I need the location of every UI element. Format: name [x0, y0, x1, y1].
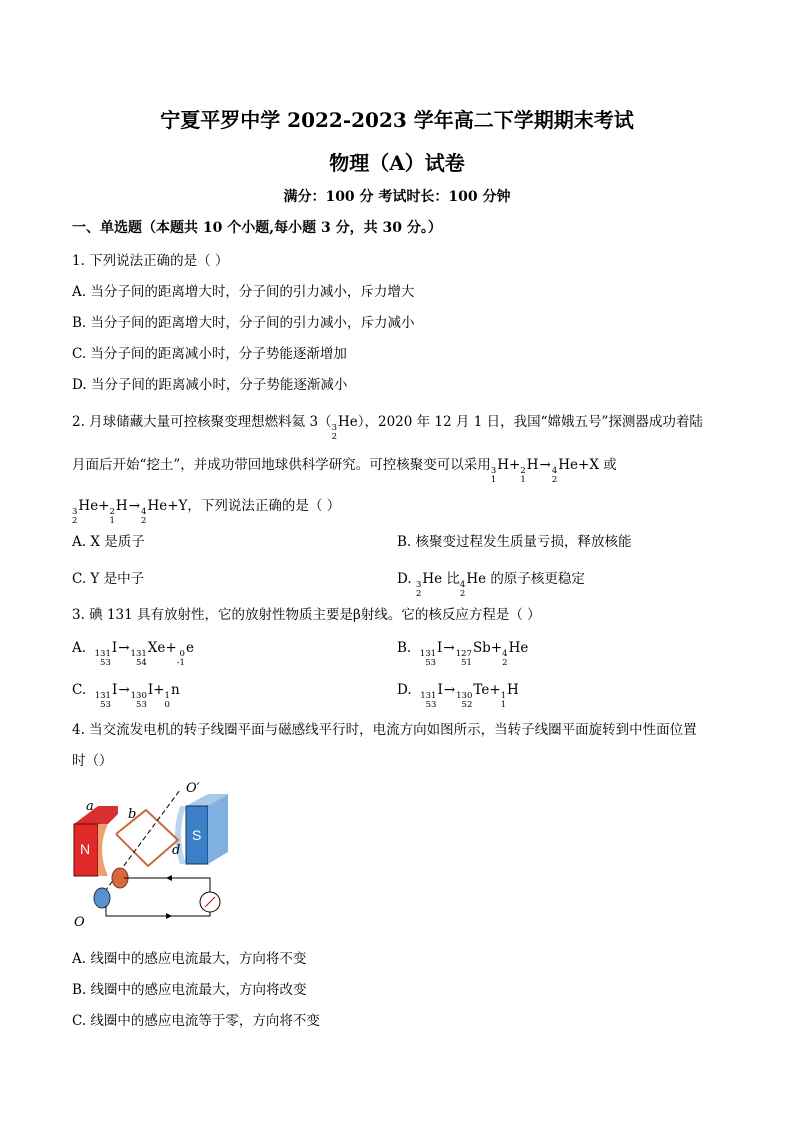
s-label: S: [192, 827, 202, 843]
q4-line1: 4. 当交流发电机的转子线圈平面与磁感线平行时，电流方向如图所示，当转子线圈平面旋转到中性面位置: [72, 722, 697, 738]
q2-line2: 月面后开始“挖土”，并成功带回地球供科学研究。可控核聚变可以采用 3 1 H+ 2 1 H→ 4 2 He+X 或: [72, 457, 617, 485]
q3-option-c: C. 131 53 I→ 130 53 I+ 1 0 n: [72, 682, 180, 710]
current-arrow-top: [166, 875, 172, 881]
q2-option-d: D. 3 2 He 比 4 2 He 的原子核更稳定: [397, 571, 585, 599]
label-o: O: [74, 915, 85, 930]
n-magnet-top: [74, 806, 118, 824]
label-b: b: [128, 807, 137, 822]
q2-option-c: C. Y 是中子: [72, 571, 145, 587]
q1-option-c: C. 当分子间的距离减小时，分子势能逐渐增加: [72, 346, 347, 362]
label-o-prime: O′: [186, 781, 200, 796]
q2-option-a: A. X 是质子: [72, 534, 145, 550]
label-a: a: [86, 799, 94, 814]
q2-line1: 2. 月球储藏大量可控核聚变理想燃料氦 3（ 3 2 He），2020 年 12 月 1 日，我国“嫦娥五号”探测器成功着陆: [72, 414, 703, 442]
exam-meta: 满分：100 分 考试时长：100 分钟: [283, 189, 511, 205]
q2-option-b: B. 核聚变过程发生质量亏损，释放核能: [397, 534, 632, 550]
slip-ring-2: [94, 888, 110, 908]
q4-option-a: A. 线圈中的感应电流最大，方向将不变: [72, 951, 307, 967]
current-arrow-bottom: [166, 913, 172, 919]
q3-option-b: B. 131 53 I→ 127 51 Sb+ 4 2 He: [397, 640, 529, 668]
label-d: d: [172, 843, 181, 858]
generator-figure: [68, 780, 238, 930]
wire-top: [124, 878, 210, 896]
n-pole-curve: [98, 824, 108, 876]
q1-option-d: D. 当分子间的距离减小时，分子势能逐渐减小: [72, 377, 348, 393]
n-label: N: [80, 841, 91, 857]
q4-line2: 时（）: [72, 753, 113, 769]
q3-option-a: A. 131 53 I→ 131 54 Xe+ 0 -1 e: [72, 640, 194, 668]
q3-option-d: D. 131 53 I→ 130 52 Te+ 1 1 H: [397, 682, 519, 710]
q3-stem: 3. 碘 131 具有放射性，它的放射性物质主要是β射线。它的核反应方程是（ ）: [72, 607, 541, 623]
q4-option-c: C. 线圈中的感应电流等于零，方向将不变: [72, 1013, 320, 1029]
q1-option-a: A. 当分子间的距离增大时，分子间的引力减小，斥力增大: [72, 284, 415, 300]
page-title: 宁夏平罗中学 2022-2023 学年高二下学期期末考试: [160, 108, 634, 132]
s-magnet-side: [208, 794, 228, 864]
q1-option-b: B. 当分子间的距离增大时，分子间的引力减小，斥力减小: [72, 315, 415, 331]
section-heading: 一、单选题（本题共 10 个小题,每小题 3 分，共 30 分。）: [72, 220, 442, 236]
q2-line3: 3 2 He+ 2 1 H→ 4 2 He+Y，下列说法正确的是（ ）: [72, 498, 341, 526]
q4-option-b: B. 线圈中的感应电流最大，方向将改变: [72, 982, 307, 998]
q1-stem: 1. 下列说法正确的是（ ）: [72, 253, 229, 269]
wire-bottom: [106, 906, 210, 916]
coil: [116, 810, 181, 866]
page-subtitle: 物理（A）试卷: [329, 151, 465, 175]
